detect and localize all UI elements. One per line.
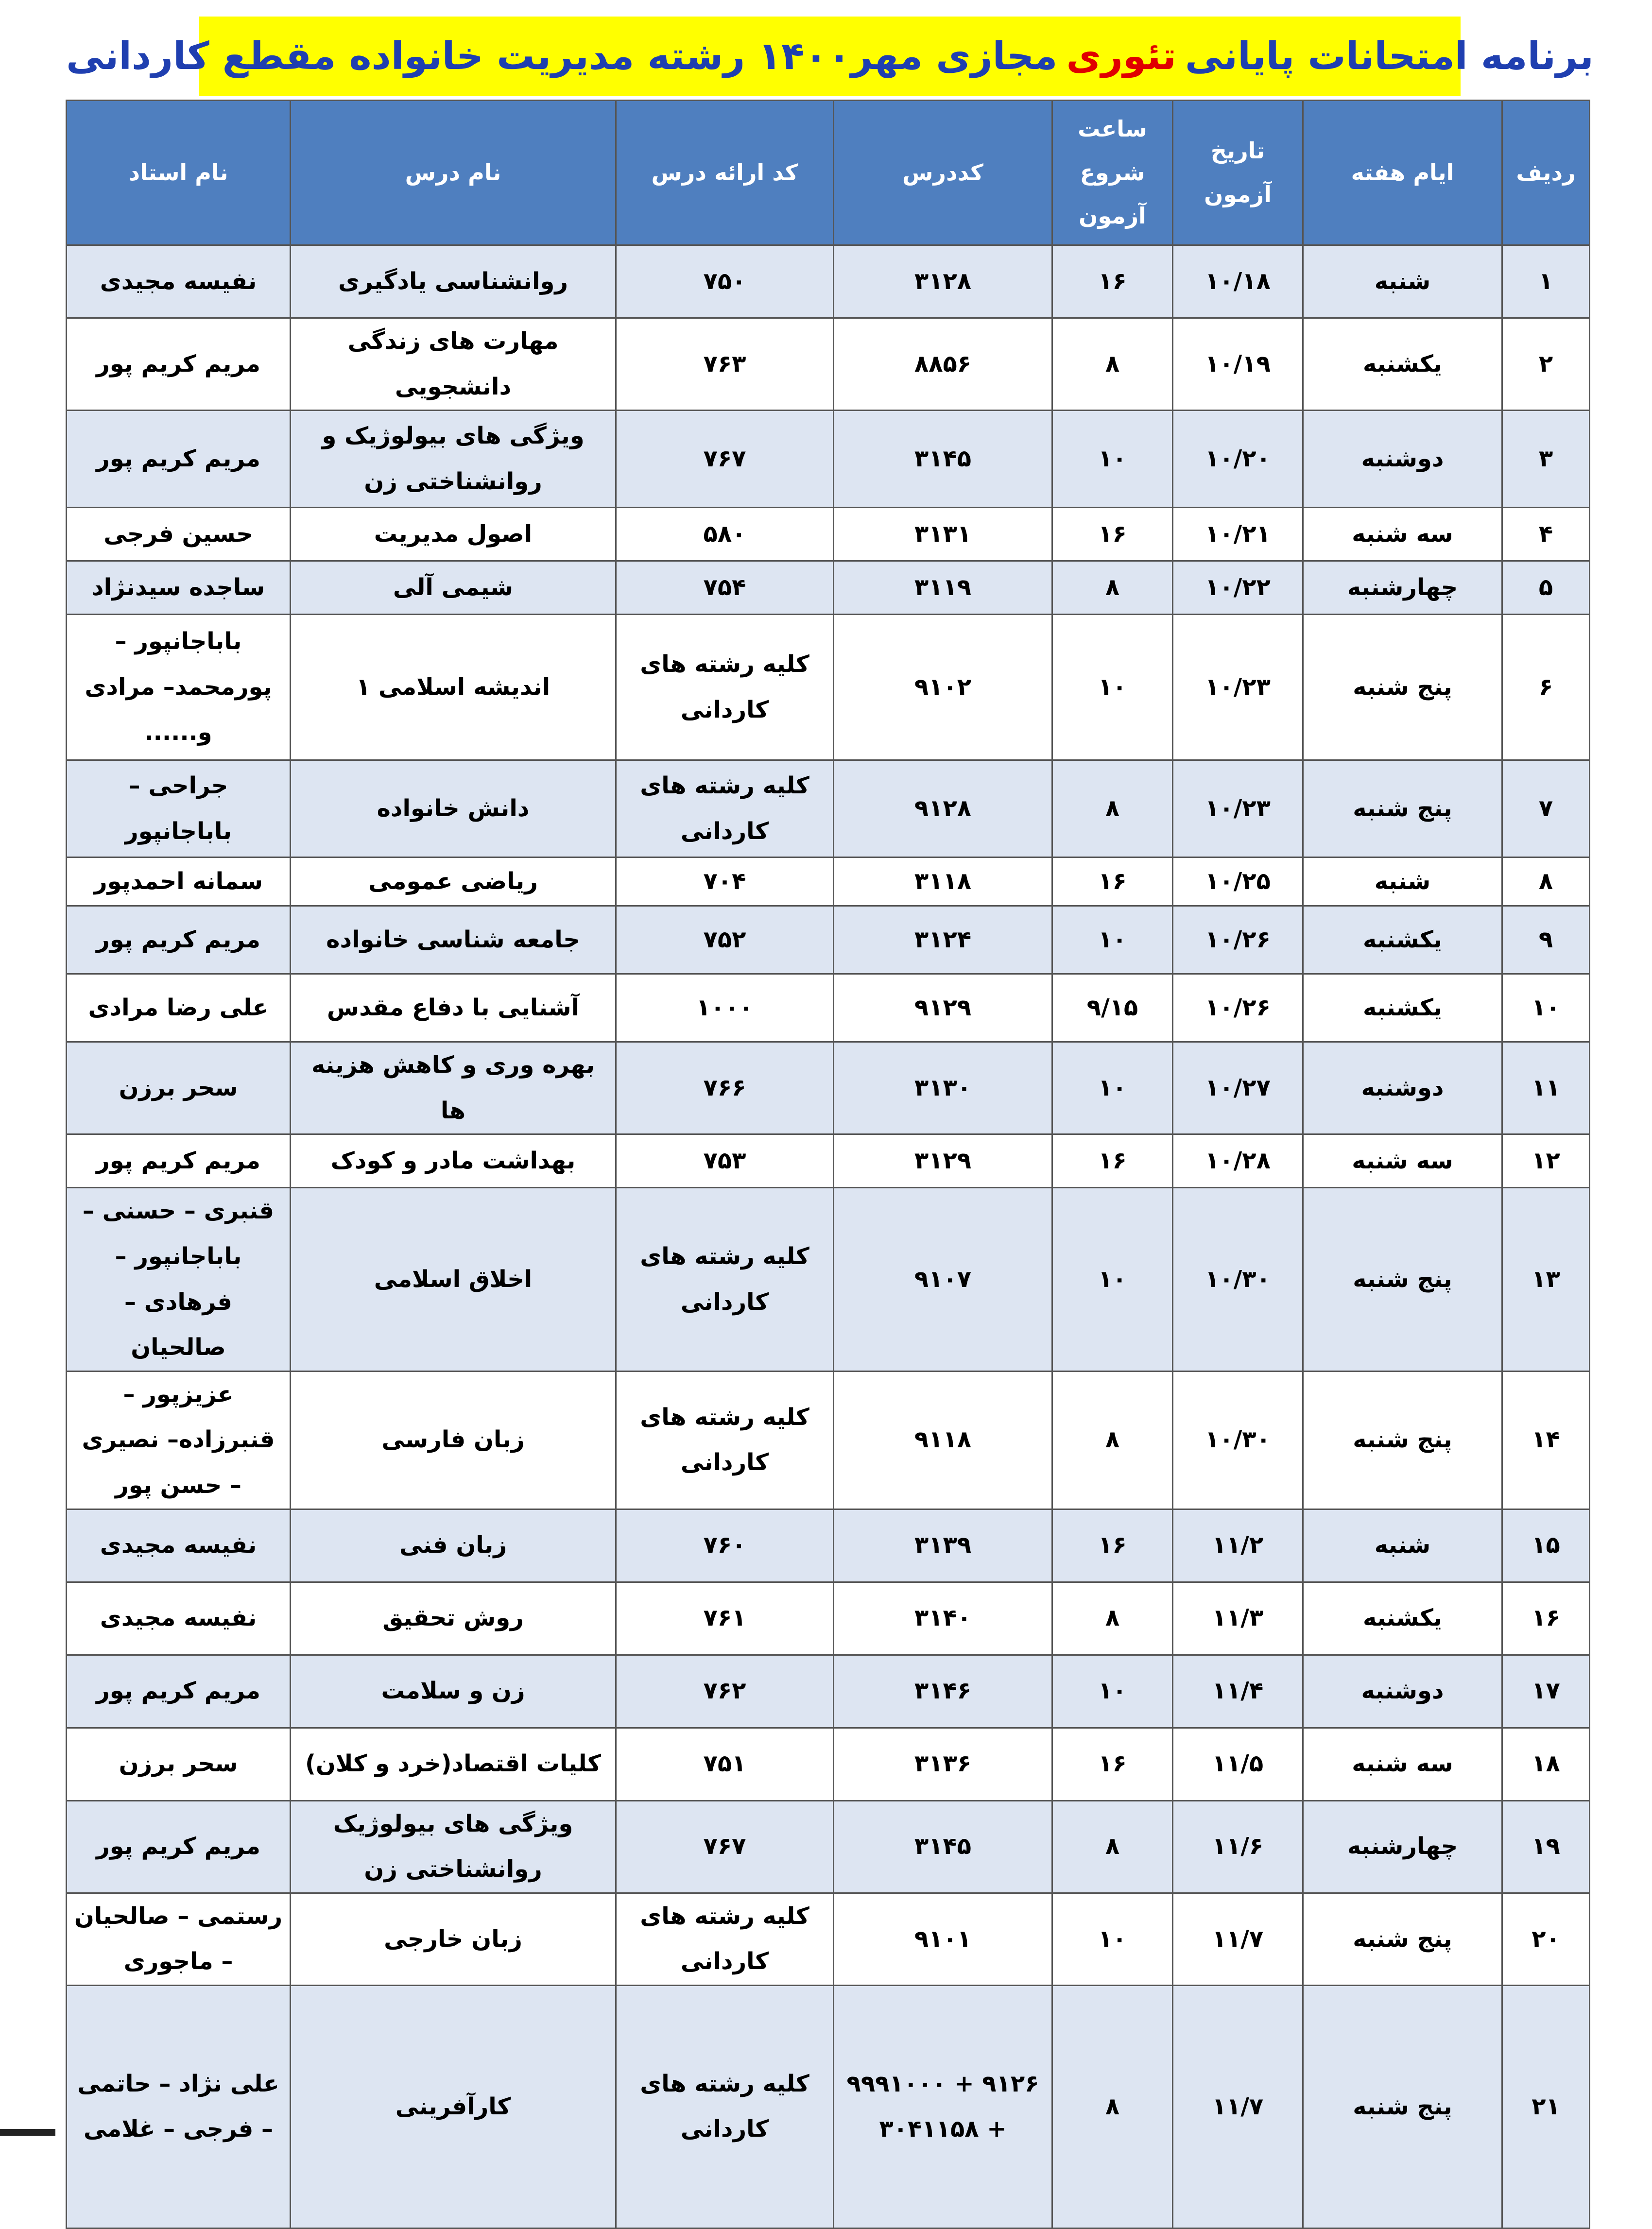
cell-offer-code: ۷۶۱	[616, 1582, 834, 1655]
cell-offer-code: ۷۵۱	[616, 1728, 834, 1800]
cell-exam-date: ۱۱/۵	[1173, 1728, 1303, 1800]
cell-start-time: ۸	[1052, 760, 1173, 857]
cell-row-number: ۸	[1502, 857, 1590, 906]
cell-course-name: زبان خارجی	[291, 1893, 616, 1985]
cell-instructor: نفیسه مجیدی	[67, 1509, 291, 1582]
cell-course-code: ۳۱۱۸	[834, 857, 1052, 906]
cell-weekday: شنبه	[1303, 857, 1502, 906]
cell-offer-code: کلیه رشته های کاردانی	[616, 760, 834, 857]
cell-instructor: مریم کریم پور	[67, 1800, 291, 1893]
cell-start-time: ۸	[1052, 561, 1173, 615]
cell-weekday: سه شنبه	[1303, 508, 1502, 561]
cell-offer-code: ۷۶۶	[616, 1042, 834, 1134]
cell-course-name: زن و سلامت	[291, 1655, 616, 1728]
cell-course-name: ویژگی های بیولوژیک روانشناختی زن	[291, 1800, 616, 1893]
cell-offer-code: ۷۰۴	[616, 857, 834, 906]
table-row	[67, 1134, 1590, 1188]
cell-course-name: ریاضی عمومی	[291, 857, 616, 906]
cell-start-time: ۱۰	[1052, 1893, 1173, 1985]
table-body	[67, 245, 1590, 2229]
cell-start-time: ۱۶	[1052, 245, 1173, 318]
cell-row-number: ۱۸	[1502, 1728, 1590, 1800]
cell-row-number: ۴	[1502, 508, 1590, 561]
cell-instructor: علی نژاد – حاتمی – فرجی – غلامی	[67, 1985, 291, 2228]
cell-course-name: ویژگی های بیولوژیک و روانشناختی زن	[291, 411, 616, 508]
cell-weekday: یکشنبه	[1303, 318, 1502, 411]
table-row	[67, 411, 1590, 508]
cell-offer-code: کلیه رشته های کاردانی	[616, 1893, 834, 1985]
cell-row-number: ۲۱	[1502, 1985, 1590, 2228]
cell-offer-code: ۷۵۳	[616, 1134, 834, 1188]
cell-course-name: اخلاق اسلامی	[291, 1188, 616, 1371]
cell-course-name: بهداشت مادر و کودک	[291, 1134, 616, 1188]
cell-instructor: مریم کریم پور	[67, 1134, 291, 1188]
cell-course-name: کلیات اقتصاد(خرد و کلان)	[291, 1728, 616, 1800]
cell-exam-date: ۱۰/۲۲	[1173, 561, 1303, 615]
cell-start-time: ۹/۱۵	[1052, 974, 1173, 1042]
cell-course-code: ۳۱۳۶	[834, 1728, 1052, 1800]
table-row	[67, 906, 1590, 974]
cell-exam-date: ۱۰/۲۰	[1173, 411, 1303, 508]
cell-course-code: ۳۱۳۱	[834, 508, 1052, 561]
cell-instructor: جراحی – باباجانپور	[67, 760, 291, 857]
table-row	[67, 508, 1590, 561]
cell-row-number: ۱۱	[1502, 1042, 1590, 1134]
cell-start-time: ۱۶	[1052, 1728, 1173, 1800]
table-row	[67, 1188, 1590, 1371]
cell-course-code: ۳۱۴۰	[834, 1582, 1052, 1655]
cell-exam-date: ۱۰/۲۸	[1173, 1134, 1303, 1188]
cell-start-time: ۱۰	[1052, 1188, 1173, 1371]
header-row-number: ردیف	[1502, 101, 1590, 245]
cell-start-time: ۱۰	[1052, 1042, 1173, 1134]
cell-row-number: ۲	[1502, 318, 1590, 411]
cell-instructor: سمانه احمدپور	[67, 857, 291, 906]
cell-offer-code: ۵۸۰	[616, 508, 834, 561]
cell-row-number: ۱۳	[1502, 1188, 1590, 1371]
cell-row-number: ۱۴	[1502, 1371, 1590, 1509]
table-row	[67, 1371, 1590, 1509]
title-part1: برنامه امتحانات پایانی	[1185, 34, 1594, 78]
cell-weekday: پنج شنبه	[1303, 615, 1502, 760]
cell-offer-code: ۷۶۷	[616, 411, 834, 508]
cell-weekday: شنبه	[1303, 245, 1502, 318]
cell-course-code: ۳۱۳۹	[834, 1509, 1052, 1582]
cell-row-number: ۹	[1502, 906, 1590, 974]
table-header-row	[67, 101, 1590, 245]
cell-exam-date: ۱۰/۳۰	[1173, 1371, 1303, 1509]
cell-instructor: ساجده سیدنژاد	[67, 561, 291, 615]
cell-exam-date: ۱۰/۲۶	[1173, 906, 1303, 974]
cell-offer-code: ۷۵۰	[616, 245, 834, 318]
cell-course-code: ۳۱۳۰	[834, 1042, 1052, 1134]
cell-course-code: ۳۱۴۶	[834, 1655, 1052, 1728]
cell-offer-code: ۷۶۷	[616, 1800, 834, 1893]
cell-instructor: نفیسه مجیدی	[67, 245, 291, 318]
page-title	[66, 17, 1594, 96]
cell-course-code: ۳۱۲۹	[834, 1134, 1052, 1188]
cell-instructor: علی رضا مرادی	[67, 974, 291, 1042]
cell-start-time: ۱۶	[1052, 1509, 1173, 1582]
cell-row-number: ۱۰	[1502, 974, 1590, 1042]
table-row	[67, 1042, 1590, 1134]
cell-start-time: ۱۰	[1052, 411, 1173, 508]
cell-row-number: ۲۰	[1502, 1893, 1590, 1985]
cell-offer-code: ۷۶۲	[616, 1655, 834, 1728]
cell-offer-code: کلیه رشته های کاردانی	[616, 1985, 834, 2228]
header-instructor: نام استاد	[67, 101, 291, 245]
cell-row-number: ۷	[1502, 760, 1590, 857]
cell-weekday: یکشنبه	[1303, 974, 1502, 1042]
cell-start-time: ۸	[1052, 1582, 1173, 1655]
cell-offer-code: ۷۶۰	[616, 1509, 834, 1582]
cell-course-name: بهره وری و کاهش هزینه ها	[291, 1042, 616, 1134]
cell-row-number: ۱	[1502, 245, 1590, 318]
cell-instructor: رستمی – صالحیان – ماجوری	[67, 1893, 291, 1985]
cell-exam-date: ۱۱/۴	[1173, 1655, 1303, 1728]
cell-course-code: ۳۱۴۵	[834, 411, 1052, 508]
cell-weekday: یکشنبه	[1303, 906, 1502, 974]
cell-exam-date: ۱۰/۳۰	[1173, 1188, 1303, 1371]
cell-exam-date: ۱۰/۲۶	[1173, 974, 1303, 1042]
cell-instructor: مریم کریم پور	[67, 318, 291, 411]
cell-weekday: پنج شنبه	[1303, 1188, 1502, 1371]
cell-row-number: ۱۵	[1502, 1509, 1590, 1582]
cell-offer-code: ۷۵۴	[616, 561, 834, 615]
cell-weekday: دوشنبه	[1303, 1655, 1502, 1728]
cell-course-name: کارآفرینی	[291, 1985, 616, 2228]
exam-schedule-table	[66, 100, 1590, 2229]
cell-course-code: ۹۱۰۱	[834, 1893, 1052, 1985]
cell-course-code: ۳۱۲۸	[834, 245, 1052, 318]
cell-instructor: نفیسه مجیدی	[67, 1582, 291, 1655]
cell-course-name: زبان فنی	[291, 1509, 616, 1582]
cell-exam-date: ۱۱/۲	[1173, 1509, 1303, 1582]
header-weekday: ایام هفته	[1303, 101, 1502, 245]
table-row	[67, 1893, 1590, 1985]
table-row	[67, 1655, 1590, 1728]
cell-exam-date: ۱۰/۲۳	[1173, 760, 1303, 857]
cell-start-time: ۸	[1052, 1371, 1173, 1509]
cell-weekday: دوشنبه	[1303, 1042, 1502, 1134]
cell-course-code: ۹۱۲۹	[834, 974, 1052, 1042]
cell-exam-date: ۱۰/۲۵	[1173, 857, 1303, 906]
cell-start-time: ۱۶	[1052, 1134, 1173, 1188]
cell-instructor: مریم کریم پور	[67, 411, 291, 508]
table-row	[67, 1582, 1590, 1655]
cell-weekday: پنج شنبه	[1303, 1371, 1502, 1509]
cell-course-name: شیمی آلی	[291, 561, 616, 615]
watermark-strip	[0, 2129, 55, 2136]
cell-start-time: ۱۰	[1052, 1655, 1173, 1728]
table-row	[67, 1509, 1590, 1582]
table-row	[67, 1728, 1590, 1800]
cell-exam-date: ۱۱/۶	[1173, 1800, 1303, 1893]
cell-instructor: عزیزپور – قنبرزاده– نصیری – حسن پور	[67, 1371, 291, 1509]
header-course-code: کددرس	[834, 101, 1052, 245]
table-row	[67, 974, 1590, 1042]
cell-exam-date: ۱۱/۳	[1173, 1582, 1303, 1655]
header-start-time: ساعت شروع آزمون	[1052, 101, 1173, 245]
cell-course-code: ۹۱۰۷	[834, 1188, 1052, 1371]
cell-row-number: ۱۶	[1502, 1582, 1590, 1655]
cell-row-number: ۳	[1502, 411, 1590, 508]
cell-instructor: مریم کریم پور	[67, 1655, 291, 1728]
cell-offer-code: کلیه رشته های کاردانی	[616, 615, 834, 760]
cell-course-code: ۹۱۱۸	[834, 1371, 1052, 1509]
title-highlight: تئوری	[1066, 34, 1176, 78]
cell-weekday: چهارشنبه	[1303, 561, 1502, 615]
cell-course-name: روانشناسی یادگیری	[291, 245, 616, 318]
cell-offer-code: ۷۶۳	[616, 318, 834, 411]
cell-row-number: ۶	[1502, 615, 1590, 760]
header-course-name: نام درس	[291, 101, 616, 245]
cell-start-time: ۸	[1052, 1800, 1173, 1893]
cell-start-time: ۸	[1052, 1985, 1173, 2228]
cell-start-time: ۱۰	[1052, 615, 1173, 760]
table-row	[67, 318, 1590, 411]
cell-start-time: ۱۶	[1052, 508, 1173, 561]
cell-weekday: شنبه	[1303, 1509, 1502, 1582]
cell-start-time: ۸	[1052, 318, 1173, 411]
cell-weekday: دوشنبه	[1303, 411, 1502, 508]
table-row	[67, 245, 1590, 318]
cell-exam-date: ۱۱/۷	[1173, 1985, 1303, 2228]
table-row	[67, 1985, 1590, 2228]
cell-instructor: قنبری – حسنی – باباجانپور – فرهادی – صالحیان	[67, 1188, 291, 1371]
cell-weekday: سه شنبه	[1303, 1134, 1502, 1188]
cell-start-time: ۱۶	[1052, 857, 1173, 906]
table-row	[67, 561, 1590, 615]
cell-course-code: ۳۱۱۹	[834, 561, 1052, 615]
cell-instructor: مریم کریم پور	[67, 906, 291, 974]
cell-exam-date: ۱۱/۷	[1173, 1893, 1303, 1985]
cell-offer-code: کلیه رشته های کاردانی	[616, 1188, 834, 1371]
cell-course-name: جامعه شناسی خانواده	[291, 906, 616, 974]
cell-row-number: ۱۹	[1502, 1800, 1590, 1893]
cell-course-name: مهارت های زندگی دانشجویی	[291, 318, 616, 411]
cell-offer-code: کلیه رشته های کاردانی	[616, 1371, 834, 1509]
cell-instructor: حسین فرجی	[67, 508, 291, 561]
cell-instructor: سحر برزن	[67, 1728, 291, 1800]
cell-start-time: ۱۰	[1052, 906, 1173, 974]
cell-course-name: زبان فارسی	[291, 1371, 616, 1509]
cell-weekday: یکشنبه	[1303, 1582, 1502, 1655]
cell-course-name: اصول مدیریت	[291, 508, 616, 561]
cell-course-name: دانش خانواده	[291, 760, 616, 857]
cell-course-name: اندیشه اسلامی ۱	[291, 615, 616, 760]
cell-course-name: روش تحقیق	[291, 1582, 616, 1655]
table-row	[67, 857, 1590, 906]
header-exam-date: تاریخ آزمون	[1173, 101, 1303, 245]
cell-weekday: پنج شنبه	[1303, 1985, 1502, 2228]
cell-course-name: آشنایی با دفاع مقدس	[291, 974, 616, 1042]
cell-row-number: ۱۲	[1502, 1134, 1590, 1188]
cell-exam-date: ۱۰/۲۱	[1173, 508, 1303, 561]
cell-course-code: ۹۱۲۶ + ۹۹۹۱۰۰۰ + ۳۰۴۱۱۵۸	[834, 1985, 1052, 2228]
header-offer-code: کد ارائه درس	[616, 101, 834, 245]
cell-course-code: ۸۸۵۶	[834, 318, 1052, 411]
cell-exam-date: ۱۰/۲۳	[1173, 615, 1303, 760]
cell-weekday: چهارشنبه	[1303, 1800, 1502, 1893]
table-row	[67, 1800, 1590, 1893]
cell-course-code: ۳۱۲۴	[834, 906, 1052, 974]
cell-offer-code: ۷۵۲	[616, 906, 834, 974]
cell-instructor: باباجانپور – پورمحمد– مرادی و......	[67, 615, 291, 760]
cell-course-code: ۳۱۴۵	[834, 1800, 1052, 1893]
cell-course-code: ۹۱۲۸	[834, 760, 1052, 857]
cell-instructor: سحر برزن	[67, 1042, 291, 1134]
cell-course-code: ۹۱۰۲	[834, 615, 1052, 760]
cell-exam-date: ۱۰/۲۷	[1173, 1042, 1303, 1134]
cell-weekday: پنج شنبه	[1303, 760, 1502, 857]
title-part2: مجازی مهر۱۴۰۰ رشته مدیریت خانواده مقطع کاردانی	[66, 34, 1058, 78]
cell-weekday: پنج شنبه	[1303, 1893, 1502, 1985]
cell-offer-code: ۱۰۰۰	[616, 974, 834, 1042]
cell-exam-date: ۱۰/۱۸	[1173, 245, 1303, 318]
table-row	[67, 760, 1590, 857]
table-row	[67, 615, 1590, 760]
cell-row-number: ۱۷	[1502, 1655, 1590, 1728]
cell-row-number: ۵	[1502, 561, 1590, 615]
cell-exam-date: ۱۰/۱۹	[1173, 318, 1303, 411]
cell-weekday: سه شنبه	[1303, 1728, 1502, 1800]
